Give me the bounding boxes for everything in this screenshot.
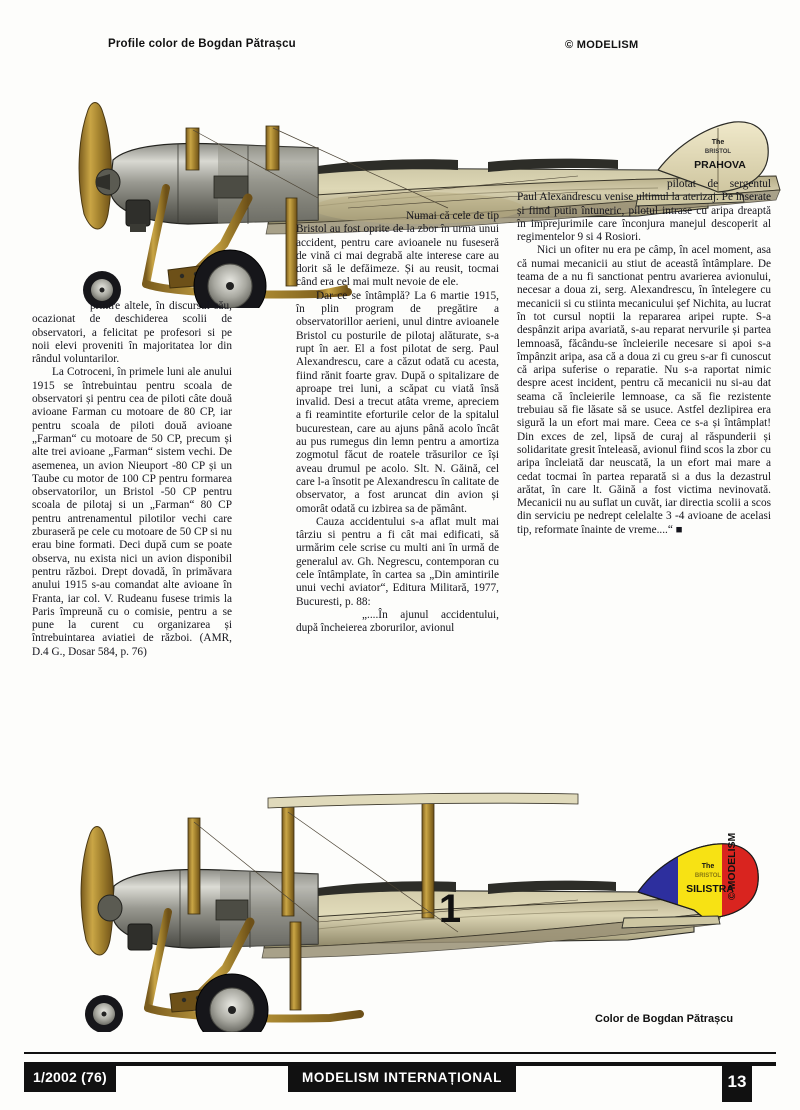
tail-text-the: The — [701, 863, 715, 870]
text-column-3 — [517, 178, 771, 537]
profile-credit: Profile color de Bogdan Pătrașcu — [108, 38, 296, 50]
footer-issue: 1/2002 (76) — [24, 1062, 116, 1092]
footer-rule — [24, 1052, 776, 1054]
paragraph: pilotat de sergentul Paul Alexandrescu venise ultimul la aterizaj. Pe înserate și fiind putin întuneric, pilotul intrase cu aripa dreaptă în imprejurimile care înconjura manejul descoperit al regimentelor 9 si 4 Rosiori. — [517, 178, 771, 244]
tail-text-bristol: BRISTOL — [694, 873, 722, 879]
page-footer — [24, 1062, 776, 1092]
paragraph: Nici un ofiter nu era pe câmp, în acel moment, asa că numai mecanicii au stiut de această întâmplare. De teama de a nu fi sanctionat pentru avarierea avionului, necesar a doua zi, serg. Alexandrescu, în întelegere cu mecanicii si cu stiinta mecanicului șef Nichita, au lucrat în tot cursul noptii la repararea aripei rupte. S-a despânzit aripa avariată, s-au reparat nervurile și partea lemnoasă, făcându-se încleierile necesare si apoi s-a împânzit aripa, asa că a doua zi cu greu s-ar fi cunoscut că aripa suferise o reparatie. Nu s-a raportat nimic despre acest incident, pentru că mecanicii nu si-au dat seama că încleierile lemnoase, ca să fie rezistente trebuiau să fie lăsate să se usuce. Astfel dezlipirea era sigură la un efort mai mare. Ceea ce s-a și întâmplat! Din exces de zel, lipsă de curaj al răspunderii și solidaritate gresit înteleasă, avionul fiind scos la zbor cu aripa încleiată dar neuscată, la un efort mai mare a cedat tocmai în partea reparată si a dus la dezastrul arătat, în care lt. Găină a fost victima nevinovată. Mecanicii nu au suflat un cuvăt, iar directia scolii a scos din serviciu pe nedrept celelalte 3 -4 avioane de acelasi tip, reformate înainte de vreme....“ ■ — [517, 244, 771, 536]
tail-text-bristol: BRISTOL — [704, 149, 732, 155]
tail-text-name: SILISTRA — [686, 883, 734, 895]
paragraph: La Cotroceni, în primele luni ale anului 1915 se întrebuintau pentru scoala de observatori și pentru cea de piloti câte două avioane Farman cu motoare de 80 CP, iar pentru scoala de piloti două avioane „Farman“ cu motoare de 50 CP, precum și alte trei avioane „Farman“ sistem vechi. De asemenea, un avion Nieuport -80 CP și un Taube cu motor de 100 CP pentru formarea observatorilor, un Bristol -50 CP pentru scoala de pilotaj si un „Farman“ 80 CP pentru antrenamentul pilotilor vechi care zburaseră pe cele cu motoare de 50 CP si nu erau bine formati. Deci după cum se poate observa, nu exista nici un avion disponibil pentru război. Drept dovadă, în primăvara anului 1915 s-au comandat alte avioane în Franta, iar col. V. Rudeanu fusese trimis la Paris împreună cu o comisie, pentru a se pune la curent cu organizarea și întrebuintarea aviatiei de război. (AMR, D.4 G., Dosar 584, p. 76) — [32, 366, 232, 658]
paragraph-quote: „....În ajunul accidentului, după încheierea zborurilor, avionul — [296, 608, 499, 635]
paragraph: Cauza accidentului s-a aflat mult mai târziu si pentru a fi cât mai edificati, să urmărim cele scrise cu multi ani în urmă de generalul av. Gh. Negrescu, contemporan cu cele întâmplate, în cartea sa „Din amintirile unui vechi aviator“, Editura Militară, 1977, Bucuresti, p. 88: — [296, 515, 499, 608]
paragraph: Numai că cele de tip Bristol au fost oprite de la zbor în urma unui accident, pentru care avioanele nu fuseseră de vină ci mai degrabă alte interese care au dorit să le defăimeze. Și au reusit, tocmai când era cel mai mult nevoie de ele. — [296, 210, 499, 289]
paragraph: Dar ce se întâmplă? La 6 martie 1915, în plin program de pregătire a observatorillor aerieni, unul dintre avioanele Bristol cu posturile de pilotaj alăturate, s-a rupt în aer. El a fost pilotat de serg. Paul Alexandrescu, care a căzut odată cu acesta, fiind rănit foarte grav. După o spitalizare de aproape trei luni, a scăpat cu viată însă invalid. Desi a trecut atâta vreme, apreciem a fi reamintite eforturile celor de la spitalul bucurestean, care au ajuns până acolo încât au pus rumegus din lemn pentru a amortiza zogmotul făcut de roatele trăsurilor ce își aveau drumul pe acolo. Slt. N. Găină, cel care l-a însotit pe Alexandrescu în calitate de observator, a fost aruncat din avion și omorât odată cu izbirea sa de pământ. — [296, 289, 499, 515]
footer-page-number: 13 — [722, 1062, 752, 1102]
tail-text-name: PRAHOVA — [694, 159, 746, 171]
wing-number: 1 — [438, 887, 462, 931]
footer-magazine-title: MODELISM INTERNAȚIONAL — [288, 1062, 516, 1092]
text-column-2 — [296, 210, 499, 636]
paragraph: printre altele, în discursul său, ocazionat de deschiderea scolii de observatori, a felicitat pe profesori si pe noii elevi proveniti în majoritatea lor din rândul voluntarilor. — [32, 300, 232, 366]
copyright-modelism-rotated: © MODELISM — [726, 832, 738, 900]
artwork-caption: Color de Bogdan Pătrașcu — [595, 1013, 734, 1025]
tail-text-the: The — [711, 139, 725, 146]
copyright-modelism: © MODELISM — [565, 39, 639, 51]
text-column-1 — [32, 300, 232, 659]
